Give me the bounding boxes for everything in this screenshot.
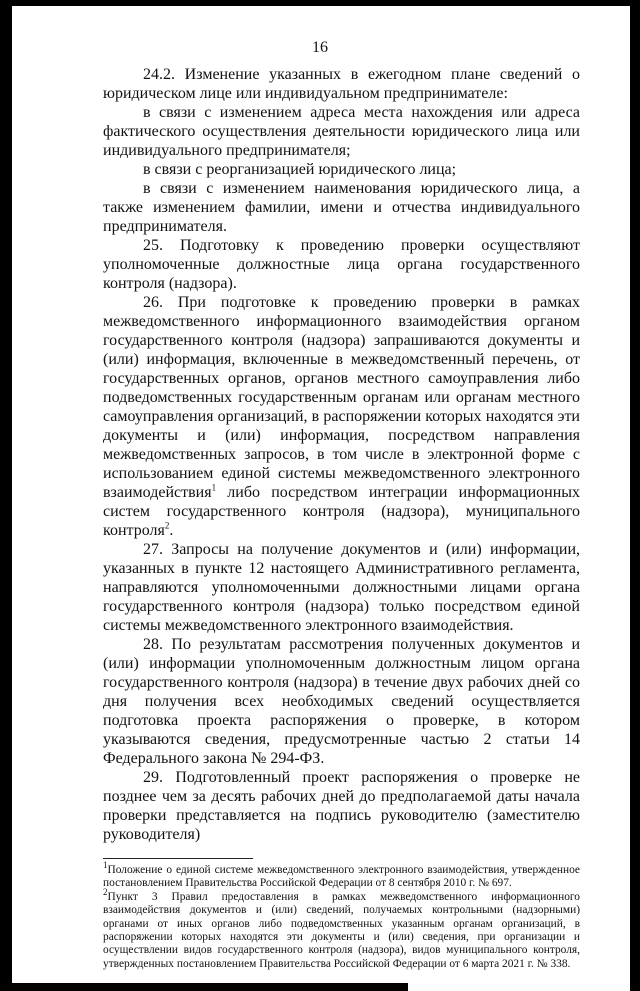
paragraph-24-2: 24.2. Изменение указанных в ежегодном плане сведений о юридическом лице или индивидуальном предпринимателе: <box>103 66 580 102</box>
paragraph-28: 28. По результатам рассмотрения полученных документов и (или) информации уполномоченным должностным лицом органа государственного контроля (надзора) в течение двух рабочих дней со дня получения всех необходимых сведений осуществляется подготовка проекта распоряжения о проверке, в котором указываются сведения, предусмотренные частью 2 статьи 14 Федерального закона № 294-ФЗ. <box>103 636 580 767</box>
paragraph-27: 27. Запросы на получение документов и (или) информации, указанных в пункте 12 настоящего Административного регламента, направляются уполномоченными должностными лицами органа государственного контроля (надзора) только посредством единой системы межведомственного электронного взаимодействия. <box>103 541 580 634</box>
footnotes <box>103 860 580 971</box>
footnote-separator <box>103 858 253 859</box>
paragraph-26-text-2: либо посредством интеграции информационных систем государственного контроля (надзора), муниципального контроля <box>103 484 580 539</box>
paragraph-26-text-1: 26. При подготовке к проведению проверки в рамках межведомственного информационного взаимодействия органом государственного контроля (надзора) запрашиваются документы и (или) информация, включенные в межведомственный перечень, от государственных органов, органов местного самоуправления либо подведомственных государственным органам или органам местного самоуправления организаций, в распоряжении которых находятся эти документы и (или) информация, посредством направления межведомственных запросов, в том числе в электронной форме с использованием единой системы межведомственного электронного взаимодействия <box>103 294 580 501</box>
paragraph-29: 29. Подготовленный проект распоряжения о проверке не позднее чем за десять рабочих дней до предполагаемой даты начала проверки представляется на подпись руководителю (заместителю руководителя) <box>103 769 580 843</box>
paragraph-address-change: в связи с изменением адреса места нахождения или адреса фактического осуществления деятельности юридического лица или индивидуального предпринимателя; <box>103 104 580 159</box>
footnote-mark-1: 1 <box>103 860 108 871</box>
footnote-2 <box>103 887 580 971</box>
paragraph-25: 25. Подготовку к проведению проверки осуществляют уполномоченные должностные лица органа государственного контроля (надзора). <box>103 237 580 292</box>
page-number: 16 <box>312 39 328 56</box>
paragraph-26-text-3: . <box>169 522 174 539</box>
paragraph-26 <box>103 293 580 540</box>
footnote-2-text: Пункт 3 Правил предоставления в рамках межведомственного информационного взаимодействия документов и (или) сведений, получаемых контрольными (надзорными) органами от иных органов либо подведомственных указанным органам организаций, в распоряжении которых находятся эти документы и (или) сведения, при организации и осуществлении видов государственного контроля (надзора), видов муниципального контроля, утвержденных постановлением Правительства Российской Федерации от 6 марта 2021 г. № 338. <box>103 890 580 970</box>
footnote-1 <box>103 860 580 891</box>
footnote-ref-1[interactable]: 1 <box>211 482 217 493</box>
paragraph-reorganization: в связи с реорганизацией юридического лица; <box>143 161 457 178</box>
paragraph-name-change: в связи с изменением наименования юридического лица, а также изменением фамилии, имени и отчества индивидуального предпринимателя. <box>103 180 580 235</box>
footnote-ref-2[interactable]: 2 <box>164 520 170 531</box>
document-body <box>103 65 580 844</box>
footnote-mark-2: 2 <box>103 887 108 898</box>
footnote-1-text: Положение о единой системе межведомственного электронного взаимодействия, утвержденное постановлением Правительства Российской Федерации от 8 сентября 2010 г. № 697. <box>103 864 580 890</box>
